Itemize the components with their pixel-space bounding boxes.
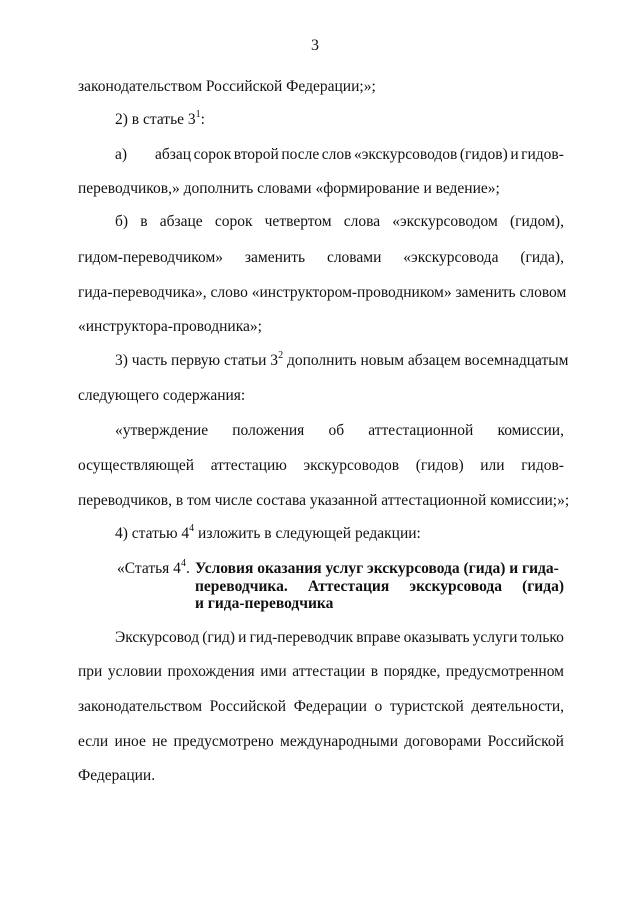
word: заменить [244,249,306,266]
word: услуги [472,629,518,646]
item-3 [115,351,568,371]
article-title-line: и гида-переводчика [195,595,334,612]
text-line: следующего содержания: [78,387,246,404]
text-run: . [185,560,190,577]
word: Российской [487,733,564,750]
word: при [78,663,103,680]
word: сорок [214,213,253,230]
word: (гид) [202,629,236,646]
superscript: 4 [189,523,195,534]
word: условии [107,663,162,680]
word: (гидов) [415,457,464,474]
text-run: : [200,111,205,128]
article-title-line: Условия оказания услуг экскурсовода (гида) и гида- [195,560,559,577]
text-line: Федерации. [78,767,156,784]
text-run: «Статья 4 [117,560,181,577]
sub-item-marker-a: а) [115,146,128,163]
word: слова [343,213,381,230]
word: аттестации [292,663,366,680]
word: положения [232,422,305,439]
word: Федерации [293,698,367,715]
word: экскурсоводов [303,457,400,474]
word: (гида) [522,578,564,595]
text-line [115,628,564,648]
word: «экскурсовода [403,249,499,266]
word: четвертом [264,213,332,230]
word: слов [321,146,352,163]
item-4 [115,524,421,544]
text-run: дополнить новым абзацем восемнадцатым [283,352,569,369]
word: «утверждение [115,422,209,439]
word: ими [260,663,287,680]
word: б) [115,213,129,230]
word: в [140,213,148,230]
word: абзаце [159,213,203,230]
word: гид-переводчик [249,629,354,646]
word: аттестационной [368,422,474,439]
word: оказывать [403,629,470,646]
word: экскурсовода [409,578,502,595]
page-number: 3 [311,37,319,54]
justified-line-body2 [78,662,564,682]
word: словами [326,249,382,266]
superscript: 2 [278,350,284,361]
text-run: 3) часть первую статьи 3 [115,352,279,369]
word: только [520,629,564,646]
word: предусмотрено [173,733,274,750]
word: абзац [155,146,192,163]
word: не [152,733,168,750]
text-line: переводчиков,» дополнить словами «формирование и ведение»; [78,180,500,197]
word: иное [114,733,146,750]
word: сорок [193,146,232,163]
word: «экскурсоводов [354,146,458,163]
word: в [370,663,379,680]
word: гидов- [521,146,564,163]
word: (гидов) [459,146,508,163]
justified-line-q2 [78,456,564,476]
text-run: 2) в статье 3 [115,111,196,128]
word: порядке, [383,663,441,680]
superscript: 4 [180,558,186,569]
superscript: 1 [195,109,201,120]
word: и [238,629,247,646]
justified-line-b2 [78,248,564,268]
word: вправе [356,629,401,646]
word: деятельности, [471,698,564,715]
justified-line-body3 [78,697,564,717]
word: международными [280,733,398,750]
word: или [480,457,505,474]
word: Российской [209,698,287,715]
word: и [510,146,519,163]
text-line: переводчиков, в том числе состава указанной аттестационной комиссии;»; [78,492,570,509]
text-run: изложить в следующей редакции: [194,525,421,542]
text-run: 4) статью 4 [115,525,190,542]
word: второй [233,146,279,163]
word: Аттестация [307,578,390,595]
word: Экскурсовод [115,629,200,646]
word: гидов- [521,457,564,474]
word: переводчика. [195,578,288,595]
word: прохождения [167,663,255,680]
word: если [78,733,109,750]
text-line: «инструктора-проводника»; [78,318,262,335]
text-line: гида-переводчика», слово «инструктором-проводником» заменить словом [78,284,567,301]
justified-line-b1 [115,212,564,232]
word: договорами [404,733,482,750]
word: о [374,698,383,715]
word: «экскурсоводом [392,213,498,230]
text-line: законодательством Российской Федерации;»; [78,78,376,95]
justified-line-body4 [78,732,564,752]
article-prefix [117,559,190,579]
text-line [155,145,564,165]
word: осуществляющей [78,457,195,474]
word: (гидом), [509,213,564,230]
word: после [281,146,320,163]
item-2 [115,110,205,130]
word: предусмотренном [445,663,564,680]
justified-line-q1 [115,421,564,441]
word: аттестацию [210,457,287,474]
word: (гида), [520,249,564,266]
word: законодательством [78,698,203,715]
word: комиссии, [497,422,564,439]
word: гидом-переводчиком» [78,249,224,266]
word: об [328,422,345,439]
word: туристской [389,698,464,715]
